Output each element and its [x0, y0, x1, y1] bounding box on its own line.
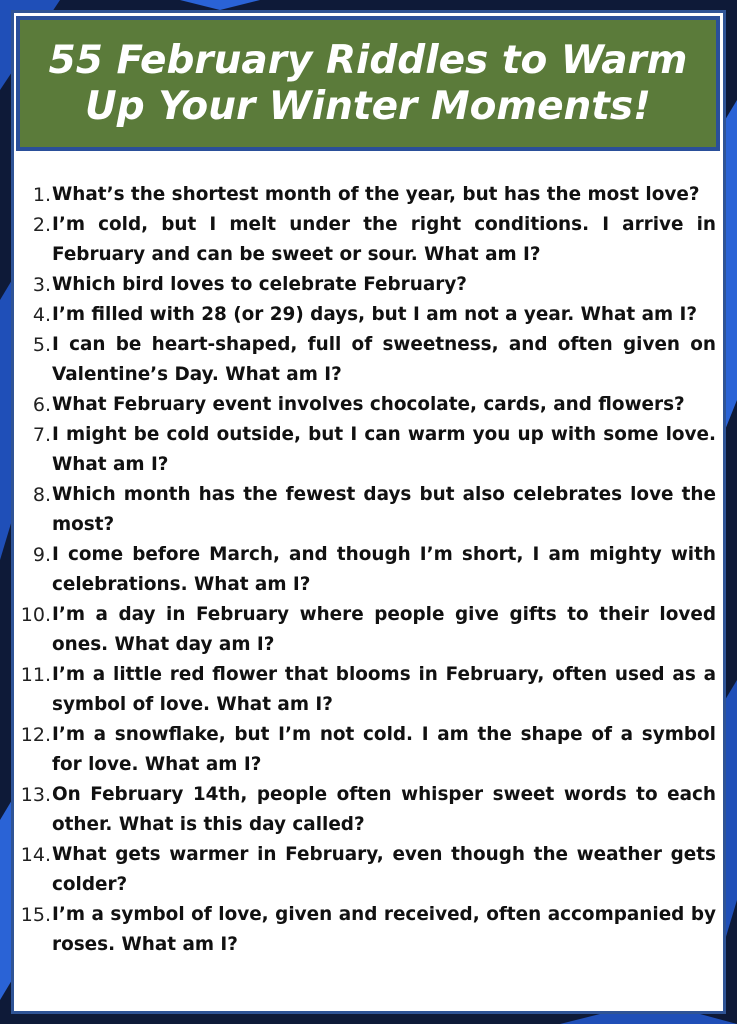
page-title: [39, 38, 698, 130]
riddle-item-9: [14, 540, 716, 600]
riddle-item-2: [14, 210, 716, 270]
riddle-item-4: [14, 300, 716, 330]
riddle-text: I can be heart-shaped, full of sweetness, and often given on Valentine’s Day. What am I?: [52, 334, 716, 385]
riddle-item-5: [14, 330, 716, 390]
riddle-number: 15.: [20, 904, 51, 926]
riddle-number: 14.: [20, 844, 51, 866]
riddle-number: 1.: [32, 184, 51, 206]
riddle-item-6: [14, 390, 716, 420]
title-line-2: Up Your Winter Moments!: [85, 83, 651, 129]
riddle-text: What February event involves chocolate, cards, and flowers?: [52, 394, 685, 415]
riddle-number: 2.: [32, 214, 51, 236]
riddle-text: Which bird loves to celebrate February?: [52, 274, 467, 295]
riddle-text: I’m filled with 28 (or 29) days, but I am not a year. What am I?: [52, 304, 698, 325]
riddle-text: I’m a day in February where people give gifts to their loved ones. What day am I?: [52, 604, 716, 655]
riddle-item-14: [14, 840, 716, 900]
riddle-text: I come before March, and though I’m short, I am mighty with celebrations. What am I?: [52, 544, 716, 595]
riddle-number: 10.: [20, 604, 51, 626]
riddle-number: 11.: [20, 664, 51, 686]
riddle-item-1: [14, 180, 716, 210]
riddle-number: 6.: [32, 394, 51, 416]
riddle-number: 13.: [20, 784, 51, 806]
riddle-item-8: [14, 480, 716, 540]
riddle-item-15: [14, 900, 716, 960]
riddle-item-10: [14, 600, 716, 660]
riddle-number: 9.: [32, 544, 51, 566]
riddle-number: 8.: [32, 484, 51, 506]
riddle-item-13: [14, 780, 716, 840]
riddle-list: [14, 180, 716, 960]
riddle-number: 5.: [32, 334, 51, 356]
riddle-text: What gets warmer in February, even though the weather gets colder?: [52, 844, 716, 895]
riddle-text: What’s the shortest month of the year, but has the most love?: [52, 184, 700, 205]
title-line-1: 55 February Riddles to Warm: [48, 37, 688, 83]
riddle-text: I’m cold, but I melt under the right conditions. I arrive in February and can be sweet or sour. What am I?: [52, 214, 716, 265]
riddle-number: 7.: [32, 424, 51, 446]
riddle-number: 4.: [32, 304, 51, 326]
riddle-item-7: [14, 420, 716, 480]
riddle-text: I’m a little red flower that blooms in February, often used as a symbol of love. What am I?: [52, 664, 716, 715]
riddle-text: Which month has the fewest days but also celebrates love the most?: [52, 484, 716, 535]
riddle-number: 3.: [32, 274, 51, 296]
riddle-text: I might be cold outside, but I can warm you up with some love. What am I?: [52, 424, 716, 475]
riddle-item-11: [14, 660, 716, 720]
riddle-item-12: [14, 720, 716, 780]
riddle-number: 12.: [20, 724, 51, 746]
riddle-text: On February 14th, people often whisper sweet words to each other. What is this day called?: [52, 784, 716, 835]
riddle-text: I’m a snowflake, but I’m not cold. I am the shape of a symbol for love. What am I?: [52, 724, 716, 775]
riddle-text: I’m a symbol of love, given and received, often accompanied by roses. What am I?: [52, 904, 716, 955]
riddle-item-3: [14, 270, 716, 300]
title-banner: [16, 16, 720, 151]
